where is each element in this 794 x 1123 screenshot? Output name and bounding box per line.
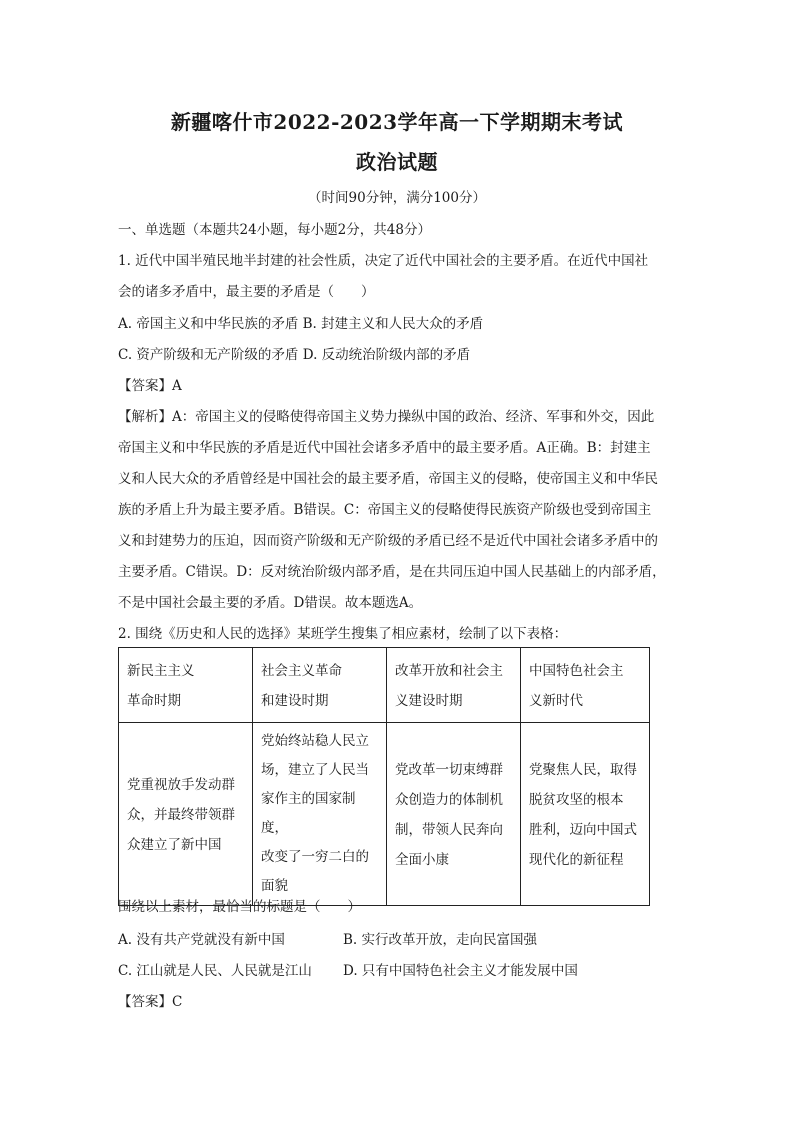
table-cell: 党重视放手发动群 众，并最终带领群 众建立了新中国 [119, 723, 253, 906]
table-cell: 党聚焦人民，取得 脱贫攻坚的根本 胜利，迈向中国式 现代化的新征程 [521, 723, 650, 906]
subject-title: 政治试题 [356, 150, 438, 174]
q1-analysis-line: 主要矛盾。C错误。D：反对统治阶级内部矛盾，是在共同压迫中国人民基础上的内部矛盾， [118, 564, 666, 580]
q1-analysis-line: 义和封建势力的压迫，因而资产阶级和无产阶级的矛盾已经不是近代中国社会诸多矛盾中的 [118, 533, 658, 549]
q1-analysis-line: 族的矛盾上升为最主要矛盾。B错误。C：帝国主义的侵略使得民族资产阶级也受到帝国主 [118, 502, 652, 518]
table-header-cell: 新民主主义 革命时期 [119, 648, 253, 723]
table-row [119, 723, 650, 906]
q1-stem-line2: 会的诸多矛盾中，最主要的矛盾是（ ） [118, 284, 375, 300]
q2-option-a: A. 没有共产党就没有新中国 [118, 932, 285, 948]
q2-answer: 【答案】C [118, 994, 183, 1010]
q1-answer: 【答案】A [118, 378, 182, 394]
table-header-cell: 改革开放和社会主 义建设时期 [387, 648, 521, 723]
q2-question: 围绕以上素材，最恰当的标题是（ ） [118, 899, 361, 915]
q2-option-b: B. 实行改革开放，走向民富国强 [343, 932, 538, 948]
q1-analysis-line: 【解析】A：帝国主义的侵略使得帝国主义势力操纵中国的政治、经济、军事和外交，因此 [118, 409, 655, 425]
table-cell: 党始终站稳人民立 场，建立了人民当 家作主的国家制度， 改变了一穷二白的 面貌 [253, 723, 387, 906]
table-header-cell: 中国特色社会主 义新时代 [521, 648, 650, 723]
q2-stem: 2. 围绕《历史和人民的选择》某班学生搜集了相应素材，绘制了以下表格： [118, 626, 568, 642]
q1-options-line1: A. 帝国主义和中华民族的矛盾 B. 封建主义和人民大众的矛盾 [118, 316, 484, 332]
q1-analysis-line: 不是中国社会最主要的矛盾。D错误。故本题选A。 [118, 595, 423, 611]
table-header-row [119, 648, 650, 723]
table-cell: 党改革一切束缚群 众创造力的体制机 制，带领人民奔向 全面小康 [387, 723, 521, 906]
q2-option-d: D. 只有中国特色社会主义才能发展中国 [343, 963, 578, 979]
q1-options-line2: C. 资产阶级和无产阶级的矛盾 D. 反动统治阶级内部的矛盾 [118, 347, 471, 363]
exam-info: （时间90分钟，满分100分） [308, 190, 486, 206]
exam-title: 新疆喀什市2022-2023学年高一下学期期末考试 [170, 110, 624, 134]
section-heading: 一、单选题（本题共24小题，每小题2分，共48分） [118, 222, 431, 238]
q2-option-c: C. 江山就是人民、人民就是江山 [118, 963, 312, 979]
q1-stem-line1: 1. 近代中国半殖民地半封建的社会性质，决定了近代中国社会的主要矛盾。在近代中国社 [118, 253, 649, 269]
q2-table [118, 647, 650, 906]
table-header-cell: 社会主义革命 和建设时期 [253, 648, 387, 723]
q1-analysis-line: 义和人民大众的矛盾曾经是中国社会的最主要矛盾，帝国主义的侵略，使帝国主义和中华民 [118, 471, 658, 487]
q1-analysis-line: 帝国主义和中华民族的矛盾是近代中国社会诸多矛盾中的最主要矛盾。A正确。B：封建主 [118, 440, 651, 456]
